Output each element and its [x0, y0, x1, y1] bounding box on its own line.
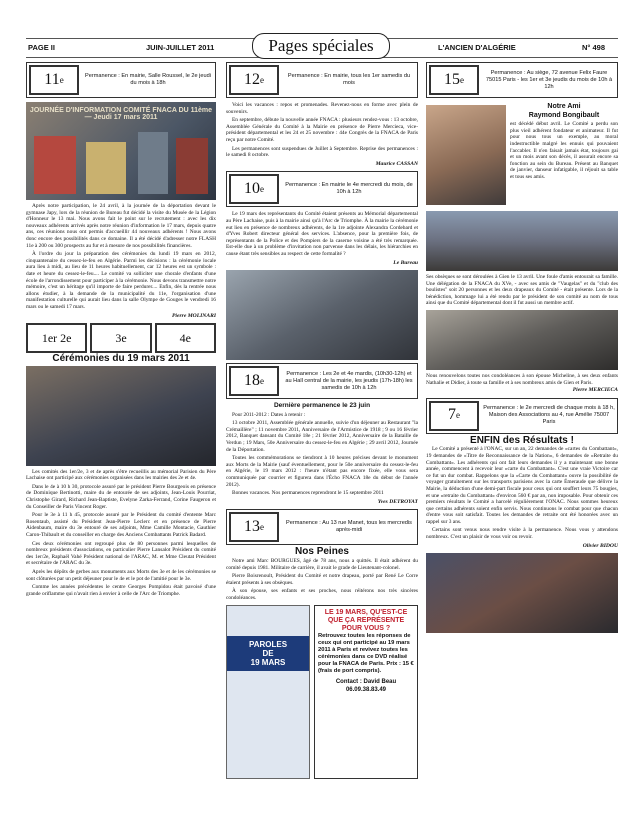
- info-day-photo: [26, 102, 216, 200]
- condolences-text: Nous renouvelons toutes nos condoléances à son épouse Micheline, à ses deux enfants Nathalie et Didier, à toute sa famille et à ses nombreux amis de Gien et Paris.: [426, 372, 618, 386]
- article-10-text: Le 19 mars des représentants du Comité étaient présents au Mémorial départemental au Père Lachaise, puis à la mairie ainsi qu'à l'Arc de Triomphe. À la mairie la cérémonie eut lieu en présence de nombreux adhérents, de la 1re adjointe Alexandra Cordebard et d'Yves Robert directeur général des services. L'absence, pour la première fois, de représentants de la Police et des Pompiers de la caserne voisine a été très remarquée. Est-elle due à un problème d'invitation non parvenue dans les délais, les hiérarchies en cause étant très sensibles au respect de cette formalité ?: [226, 211, 418, 257]
- last-permanence-title: Dernière permanence le 23 juin: [273, 402, 371, 410]
- arr-13-permanence: Permanence : Au 13 rue Manet, tous les mercredis après-midi: [286, 520, 412, 534]
- dvd-box-body: Retrouvez toutes les réponses de ceux qui ont participé au 19 mars 2011 à Paris et revivez toutes les cérémonies dans ce DVD réalisé pour la FNACA de Paris. Prix : 15 € (frais de port compris).: [318, 632, 414, 674]
- arr-18-badge: 18 e: [229, 366, 279, 396]
- peines-title: Nos Peines: [295, 546, 349, 558]
- dvd-info-box: [314, 605, 418, 779]
- signature-bidou: Olivier BIDOU: [582, 542, 618, 549]
- arr-4-badge: 4e: [155, 323, 216, 353]
- arr-13-badge: 13 e: [229, 512, 279, 542]
- arr-18-box: [226, 363, 418, 399]
- arr-11-badge: 11 e: [29, 65, 79, 95]
- arr-10-badge: 10 e: [229, 174, 279, 204]
- ceremony-title: Cérémonies du 19 mars 2011: [52, 353, 190, 365]
- arr-12-badge: 12 e: [229, 65, 279, 95]
- ami-text: est décédé début avril. Le Comité a perdu son plus vieil adhérent fondateur et animateur. Il fut pour nous tous un exemple, au moral indestructible malgré les ennuis qui pouvaient l'accabler. Il n'en faisait jamais état, toujours gai et un mois avant son décès, il assurait encore sa fonction au sein du Bureau. Présent au Banquet de janvier, danseur infatigable, il réjouit sa table et tous ses amis.: [510, 121, 618, 180]
- dvd-contact: Contact : David Beau 06.09.38.83.49: [335, 678, 397, 693]
- ceremony-photo: [26, 366, 216, 466]
- dvd-box-title: LE 19 MARS, QU'EST-CE QUE ÇA REPRÉSENTE POUR VOUS ?: [324, 608, 408, 632]
- flag-ceremony-photo: [426, 553, 618, 633]
- arr-11-permanence: Permanence : En mairie, Salle Roussel, le 2e jeudi du mois à 18h: [85, 73, 211, 86]
- article-18-text: Pour 2011-2012 : Dates à retenir : 13 octobre 2011, Assemblée générale annuelle, suivie d'un déjeuner au Restaurant "la Crémaillère" ; 11 novembre 2011, Anniversaire de l'Armistice de 1918 ; 9 ou 16 février 2012, Banquet dansant du Comité 18e ; 21 février 2012, Anniversaire de la Bataille de Verdun ; 19 Mars, 50e Anniversaire du cessez-le-feu en Algérie ; 29 avril 2012, Journée de la Déportation. Toutes les commémorations se tiendront à 10 heures précises devant le monument aux Morts de la Mairie (sauf éventuellement, pour le 50e anniversaire du cessez-le-feu en Algérie, le 19 mars 2012 : l'heure n'étant pas encore fixée, elle vous sera communiquée par courrier et figurera dans l'Écho FNACA 18e du début de l'année 2012). Bonnes vacances. Nos permanences reprendront le 15 septembre 2011: [226, 411, 418, 497]
- signature-detroyat: Yves DETROYAT: [377, 498, 418, 505]
- signature-molinari: Pierre MOLINARI: [172, 312, 216, 319]
- enfin-text: Le Comité a présenté à l'ONAC, sur un an, 22 demandes de «cartes du Combattant», 19 demandes de «Titre de Reconnaissance de la Nation», 6 demandes de «Retraite du Combattant». Les adhérents qui ont fait leurs demandes il y a maintenant une bonne année, commencent à recevoir leur «carte du Combattant». C'est une vraie Victoire car ce fut un dur combat. Rappelons que la «Carte du Combattant» ouvre la possibilité de voyager gratuitement sur les transports parisiens avec la carte Émeraude que délivre la Mairie, la déduction d'une demi-part fiscale pour ceux qui ont souffert leurs 75 bougies, et une «retraite du Combattant» d'environ 560 € par an, non imposable. Pour obtenir ces premiers résultats le Comité a harcelé régulièrement l'ONAC. Nous sommes heureux que certains adhérents soient enfin servis. Nous continuons le combat pour que chacun d'entre vous soit satisfait. Toutes les demandes de retraite ont été honorées avec un rappel sur 3 ans. Certains sont venus nous rendre visite à la permanence. Nous vous y attendons nombreux. C'est un plaisir de vous voir ou revoir.: [426, 446, 618, 541]
- arr-12-box: [226, 62, 418, 98]
- signature-mercieca: Pierre MERCIECA: [572, 387, 618, 394]
- article-12-text: Voici les vacances : repos et promenades. Revenez-nous en forme avec plein de souvenirs. En septembre, débute la nouvelle année FNACA : plusieurs rendez-vous : 13 octobre, Assemblée Générale du Comité à la Mairie en présence de Pierre Mercieca, vice-président départemental et les 24 et 25 novembre : 44e Congrès de la FNACA de Paris reçu par notre Comité. Les permanences sont suspendues de Juillet à Septembre. Reprise des permanences : le samedi 8 octobre.: [226, 102, 418, 159]
- peines-text: Notre ami Marc BOURGUES, âgé de 78 ans, nous a quittés. Il était adhérent du comité depuis 1981. Militaire de carrière, il avait le grade de Lieutenant-colonel. Pierre Boisrenoult, Président du Comité et notre drapeau, porté par René Le Corre étaient présents à ses obsèques. À son épouse, ses enfants et ses proches, nous réitérons nos très sincères condoléances.: [226, 558, 418, 601]
- column-middle: [226, 62, 418, 814]
- arr-15-box: [426, 62, 618, 98]
- arr-11-box: [26, 62, 216, 98]
- ami-name: Raymond Bongibault: [528, 111, 600, 119]
- signature-cassan: Maurice CASSAN: [375, 160, 418, 167]
- raymond-portrait: [426, 105, 506, 205]
- page-title: Pages spéciales: [252, 33, 390, 59]
- arr-13-box: [226, 509, 418, 545]
- arr-3-badge: 3e: [90, 323, 151, 353]
- enfin-title: ENFIN des Résultats !: [470, 434, 574, 446]
- arr-12-permanence: Permanence : En mairie, tous les 1er samedis du mois: [287, 73, 411, 86]
- page-number: PAGE II: [28, 43, 55, 52]
- obseques-photo: [426, 310, 618, 370]
- issue-number: N° 498: [582, 43, 606, 52]
- ceremony-text: Les comités des 1er/2e, 3 et 4e après s'être recueillis au mémorial Parisien du Père Lachaise ont participé aux cérémonies organisées dans les mairies des 2e et 4e. Dans le 4e à 10 h 30, protocole assuré par le président Pierre Bourgeois en présence de Dominique Bertinotti, maire du 4e entourée de ses adjoints, Jean-Louis Pourriat, Christophe Girard, Richard Jean-Baptiste, Evelyne Zarka-Ferrand, Corine Faugeron et du Conseiller de Paris Vincent Roger. Pour le 3e à 11 h 45, protocole assuré par le Président du comité d'entente Marc Rosentaub, assisté du Président Jean-Pierre Leclerc et en présence de Pierre Aidenbaum, maire du 3e entouré de ses adjoints, Mme Camille Montacie, Gauthier Caron-Thibault et du conseiller en charge des Anciens Combattants Patrick Badard. Ces deux cérémonies ont regroupé plus de 80 personnes parmi lesquelles de nombreux présidents d'associations, en particulier Pierre Lansalot Président du comité des 1er/2e, Raphaël Vahé Président national de l'ARAC, M. et Mme Cleutat Président et secrétaire de l'ARAC du 3e. Après les dépôts de gerbes aux monuments aux Morts des 3e et 4e les cérémonies se sont clôturées par un petit déjeuner pour le 4e et le pot de l'amitié pour le 3e. Comme les années précédentes le centre Georges Pompidou était pavoisé d'une grande oriflamme qui n'avait rien à envier à celle de l'Arc de Triomphe.: [26, 468, 216, 597]
- arr-7-badge: 7 e: [429, 401, 479, 431]
- arr-18-permanence: Permanence : Les 2e et 4e mardis, (10h30-12h) et au Hall central de la mairie, les jeudis (17h-18h) les samedis de 10h à 12h: [285, 370, 413, 391]
- obseques-text: Ses obsèques se sont déroulées à Gien le 13 avril. Une foule d'amis entourait sa famille. Une délégation de la FNACA du XVe, - avec ses amis de "Vaugelas" et du "club des boulistes" soit 20 personnes et les deux drapeaux du Comité - était présente. Lors de la bénédiction, hommage lui a été rendu par le président de son comité au nom de tous ainsi que du Comité départemental dont il fut aussi un membre actif.: [426, 274, 618, 307]
- arr-10-permanence: Permanence : En mairie le 4e mercredi du mois, de 10h à 12h: [285, 182, 413, 196]
- poster-illustration: [26, 102, 216, 200]
- issue-date: JUIN-JUILLET 2011: [146, 43, 215, 52]
- arr-15-badge: 15 e: [429, 65, 479, 95]
- article-11-text: Après notre participation, le 24 avril, à la journée de la déportation devant le gymnase Japy, lors de la réunion de Bureau fut décidé la visite du Musée de la Légion d'Honneur le 13 mai. Nous avons fait le point sur le recrutement : avec les dix nouveaux adhérents arrivés après notre réunion d'information le 17 mars, depuis quatre ans, ces réunions nous ont permis d'accueillir 44 nouveaux adhérents ! Nous avons donc encore des possibilités dans ce domaine. Il a été décidé d'adresser notre FLASH 11e à 200 ou 300 prospects au fur et à mesure de nos possibilités financières. À l'ordre du jour la préparation des cérémonies du lundi 19 mars en 2012, cinquantenaire du cessez-le-feu en Algérie. Parmi les décisions : la cérémonie locale aura lieu à midi, au lieu de 11 heures habituellement, car 12 heures est un symbole : date et heure du cessez-le-feu.... Le comité va solliciter une chorale d'enfants d'une école de l'arrondissement pour participer à la cérémonie. Nous devons transmettre notre mémoire, c'est un héritage qu'il importe de faire perdurer.... Enfin, dès la rentrée nous allons étudier, à la demande de la municipalité du 11e, l'organisation d'une manifestation culturelle qui aurait lieu dans la salle Olympe de Gouges le vendredi 16 mars ou le samedi 17 mars.: [26, 203, 216, 310]
- arr-10-box: [226, 171, 418, 207]
- ami-section: [426, 102, 618, 208]
- ami-title: Notre Ami: [547, 103, 581, 110]
- arr-1-2-badge: 1er 2e: [26, 323, 87, 353]
- dvd-section: [226, 605, 418, 779]
- mairie-ceremony-photo: [226, 270, 418, 360]
- photo-caption: JOURNÉE D'INFORMATION COMITÉ FNACA DU 11ème — Jeudi 17 mars 2011: [29, 107, 213, 121]
- column-right: [426, 62, 618, 814]
- arr-7-permanence: Permanence : le 2e mercredi de chaque mois à 18 h, Maison des Associations au 4, rue Amélie 75007 Paris: [483, 405, 615, 426]
- arr-7-box: [426, 398, 618, 434]
- signature-bureau: Le Bureau: [393, 259, 418, 266]
- journal-name: L'ANCIEN D'ALGÉRIE: [438, 43, 516, 52]
- dvd-flyer: PAROLES DE 19 MARS: [226, 605, 310, 779]
- arr-1-2-3-4-badges: [26, 323, 216, 353]
- column-left: [26, 62, 216, 814]
- arr-15-permanence: Permanence : Au siège, 72 avenue Felix Faure 75015 Paris - les 1er et 3e jeudis du mois de 10h à 12h: [485, 69, 613, 90]
- group-photo: [426, 211, 618, 271]
